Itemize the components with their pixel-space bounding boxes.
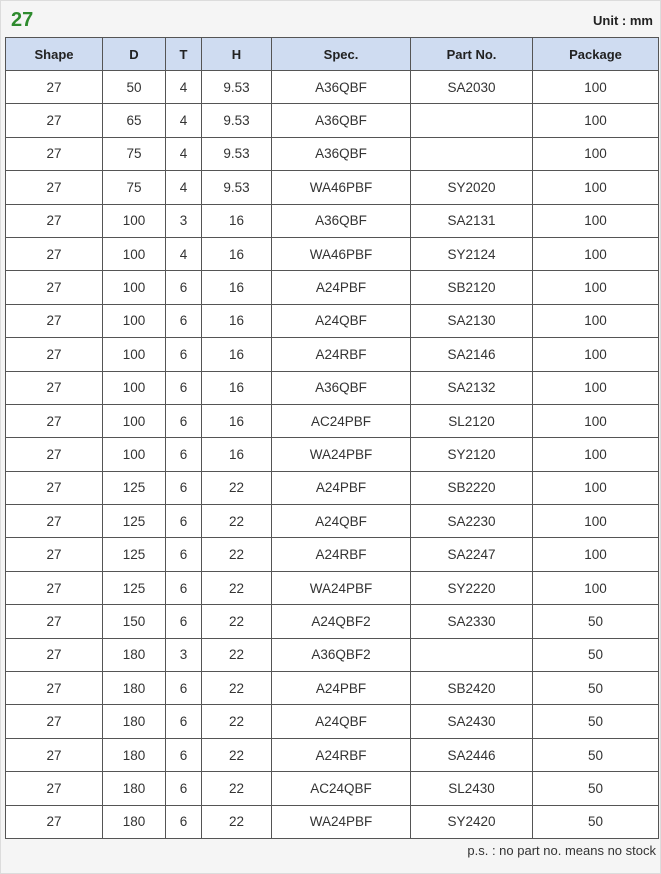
cell-spec: A24RBF (272, 338, 411, 371)
cell-d: 100 (103, 338, 166, 371)
cell-t: 6 (166, 404, 202, 437)
cell-package: 100 (533, 271, 659, 304)
cell-t: 6 (166, 571, 202, 604)
table-row (6, 71, 659, 104)
cell-d: 125 (103, 471, 166, 504)
cell-package: 50 (533, 738, 659, 771)
cell-t: 6 (166, 805, 202, 838)
cell-spec: A36QBF (272, 371, 411, 404)
cell-d: 100 (103, 204, 166, 237)
cell-shape: 27 (6, 204, 103, 237)
cell-h: 16 (202, 404, 272, 437)
cell-package: 50 (533, 605, 659, 638)
cell-h: 16 (202, 304, 272, 337)
cell-shape: 27 (6, 104, 103, 137)
cell-spec: A24RBF (272, 738, 411, 771)
cell-d: 125 (103, 571, 166, 604)
cell-part-no: SL2430 (411, 772, 533, 805)
cell-h: 22 (202, 672, 272, 705)
cell-t: 3 (166, 638, 202, 671)
cell-spec: WA24PBF (272, 438, 411, 471)
cell-h: 22 (202, 571, 272, 604)
cell-shape: 27 (6, 137, 103, 170)
cell-shape: 27 (6, 738, 103, 771)
cell-package: 50 (533, 772, 659, 805)
cell-d: 100 (103, 304, 166, 337)
cell-t: 6 (166, 271, 202, 304)
cell-d: 125 (103, 538, 166, 571)
cell-shape: 27 (6, 71, 103, 104)
cell-t: 4 (166, 71, 202, 104)
cell-shape: 27 (6, 672, 103, 705)
cell-t: 6 (166, 438, 202, 471)
cell-shape: 27 (6, 538, 103, 571)
cell-part-no: SY2220 (411, 571, 533, 604)
col-header-t: T (166, 38, 202, 71)
table-row (6, 438, 659, 471)
cell-shape: 27 (6, 371, 103, 404)
col-header-package: Package (533, 38, 659, 71)
cell-part-no: SA2230 (411, 505, 533, 538)
cell-d: 180 (103, 738, 166, 771)
table-row (6, 338, 659, 371)
cell-h: 16 (202, 438, 272, 471)
cell-h: 16 (202, 237, 272, 270)
cell-spec: A24QBF (272, 505, 411, 538)
table-row (6, 638, 659, 671)
cell-d: 100 (103, 271, 166, 304)
cell-d: 100 (103, 404, 166, 437)
cell-spec: A24QBF2 (272, 605, 411, 638)
cell-d: 180 (103, 705, 166, 738)
cell-spec: A36QBF (272, 204, 411, 237)
cell-spec: A36QBF2 (272, 638, 411, 671)
cell-t: 6 (166, 705, 202, 738)
cell-shape: 27 (6, 471, 103, 504)
cell-t: 4 (166, 137, 202, 170)
cell-h: 9.53 (202, 71, 272, 104)
cell-package: 100 (533, 137, 659, 170)
table-row (6, 705, 659, 738)
cell-h: 16 (202, 338, 272, 371)
cell-spec: WA24PBF (272, 805, 411, 838)
cell-part-no (411, 104, 533, 137)
cell-t: 4 (166, 104, 202, 137)
cell-shape: 27 (6, 772, 103, 805)
cell-shape: 27 (6, 638, 103, 671)
cell-d: 100 (103, 237, 166, 270)
col-header-h: H (202, 38, 272, 71)
cell-d: 180 (103, 672, 166, 705)
cell-part-no: SY2420 (411, 805, 533, 838)
cell-h: 16 (202, 271, 272, 304)
cell-part-no: SY2020 (411, 171, 533, 204)
cell-h: 16 (202, 371, 272, 404)
cell-shape: 27 (6, 404, 103, 437)
cell-t: 6 (166, 605, 202, 638)
cell-d: 100 (103, 438, 166, 471)
cell-spec: WA46PBF (272, 171, 411, 204)
cell-shape: 27 (6, 304, 103, 337)
cell-d: 180 (103, 805, 166, 838)
table-row (6, 104, 659, 137)
cell-package: 100 (533, 104, 659, 137)
cell-package: 100 (533, 204, 659, 237)
cell-package: 100 (533, 438, 659, 471)
cell-part-no: SA2446 (411, 738, 533, 771)
cell-t: 6 (166, 672, 202, 705)
cell-part-no: SA2247 (411, 538, 533, 571)
col-header-spec: Spec. (272, 38, 411, 71)
cell-part-no: SA2330 (411, 605, 533, 638)
cell-package: 100 (533, 304, 659, 337)
cell-spec: A36QBF (272, 104, 411, 137)
cell-part-no: SA2430 (411, 705, 533, 738)
table-row (6, 371, 659, 404)
cell-spec: A24QBF (272, 304, 411, 337)
cell-part-no: SA2030 (411, 71, 533, 104)
cell-t: 6 (166, 338, 202, 371)
cell-h: 9.53 (202, 171, 272, 204)
cell-h: 22 (202, 538, 272, 571)
cell-spec: WA46PBF (272, 237, 411, 270)
cell-part-no: SL2120 (411, 404, 533, 437)
table-row (6, 672, 659, 705)
col-header-d: D (103, 38, 166, 71)
table-row (6, 137, 659, 170)
unit-label: Unit : mm (593, 13, 653, 28)
cell-spec: A24PBF (272, 271, 411, 304)
cell-part-no (411, 137, 533, 170)
table-row (6, 237, 659, 270)
cell-part-no: SB2420 (411, 672, 533, 705)
cell-part-no: SY2120 (411, 438, 533, 471)
cell-d: 125 (103, 505, 166, 538)
cell-h: 16 (202, 204, 272, 237)
cell-spec: AC24QBF (272, 772, 411, 805)
cell-shape: 27 (6, 805, 103, 838)
cell-t: 4 (166, 171, 202, 204)
table-row (6, 471, 659, 504)
cell-h: 22 (202, 738, 272, 771)
cell-package: 100 (533, 505, 659, 538)
table-row (6, 304, 659, 337)
cell-h: 22 (202, 471, 272, 504)
cell-package: 50 (533, 638, 659, 671)
cell-spec: A36QBF (272, 71, 411, 104)
cell-t: 6 (166, 505, 202, 538)
table-row (6, 805, 659, 838)
table-row (6, 171, 659, 204)
cell-shape: 27 (6, 705, 103, 738)
cell-d: 150 (103, 605, 166, 638)
table-row (6, 505, 659, 538)
cell-d: 50 (103, 71, 166, 104)
cell-part-no: SY2124 (411, 237, 533, 270)
cell-h: 22 (202, 705, 272, 738)
cell-spec: A24PBF (272, 471, 411, 504)
col-header-part-no: Part No. (411, 38, 533, 71)
cell-shape: 27 (6, 605, 103, 638)
cell-package: 100 (533, 571, 659, 604)
cell-spec: A24PBF (272, 672, 411, 705)
cell-package: 100 (533, 371, 659, 404)
table-row (6, 271, 659, 304)
cell-part-no: SA2146 (411, 338, 533, 371)
cell-package: 100 (533, 471, 659, 504)
table-row (6, 605, 659, 638)
cell-part-no: SA2132 (411, 371, 533, 404)
spec-table (5, 37, 659, 839)
cell-package: 100 (533, 338, 659, 371)
cell-h: 22 (202, 605, 272, 638)
cell-d: 180 (103, 772, 166, 805)
cell-spec: A36QBF (272, 137, 411, 170)
cell-package: 100 (533, 404, 659, 437)
cell-package: 50 (533, 805, 659, 838)
cell-package: 100 (533, 237, 659, 270)
cell-h: 9.53 (202, 137, 272, 170)
cell-shape: 27 (6, 171, 103, 204)
cell-d: 100 (103, 371, 166, 404)
cell-package: 50 (533, 672, 659, 705)
cell-t: 4 (166, 237, 202, 270)
table-header-row (6, 38, 659, 71)
cell-part-no (411, 638, 533, 671)
cell-part-no: SB2220 (411, 471, 533, 504)
cell-t: 3 (166, 204, 202, 237)
cell-spec: WA24PBF (272, 571, 411, 604)
cell-shape: 27 (6, 237, 103, 270)
cell-d: 75 (103, 137, 166, 170)
table-row (6, 404, 659, 437)
shape-title: 27 (11, 9, 34, 31)
cell-spec: AC24PBF (272, 404, 411, 437)
footnote: p.s. : no part no. means no stock (467, 843, 656, 858)
col-header-shape: Shape (6, 38, 103, 71)
cell-spec: A24QBF (272, 705, 411, 738)
cell-spec: A24RBF (272, 538, 411, 571)
cell-t: 6 (166, 538, 202, 571)
cell-package: 100 (533, 538, 659, 571)
cell-shape: 27 (6, 271, 103, 304)
table-row (6, 772, 659, 805)
cell-t: 6 (166, 471, 202, 504)
panel-header (5, 7, 657, 37)
table-body (6, 71, 659, 839)
cell-d: 180 (103, 638, 166, 671)
cell-h: 22 (202, 505, 272, 538)
cell-shape: 27 (6, 571, 103, 604)
cell-t: 6 (166, 304, 202, 337)
cell-h: 9.53 (202, 104, 272, 137)
cell-t: 6 (166, 738, 202, 771)
cell-shape: 27 (6, 438, 103, 471)
table-row (6, 571, 659, 604)
table-row (6, 538, 659, 571)
cell-package: 100 (533, 71, 659, 104)
cell-shape: 27 (6, 338, 103, 371)
cell-d: 75 (103, 171, 166, 204)
table-row (6, 738, 659, 771)
cell-shape: 27 (6, 505, 103, 538)
cell-t: 6 (166, 371, 202, 404)
cell-h: 22 (202, 772, 272, 805)
cell-part-no: SA2130 (411, 304, 533, 337)
cell-part-no: SA2131 (411, 204, 533, 237)
cell-h: 22 (202, 805, 272, 838)
cell-h: 22 (202, 638, 272, 671)
cell-package: 50 (533, 705, 659, 738)
cell-d: 65 (103, 104, 166, 137)
cell-package: 100 (533, 171, 659, 204)
table-row (6, 204, 659, 237)
cell-t: 6 (166, 772, 202, 805)
cell-part-no: SB2120 (411, 271, 533, 304)
